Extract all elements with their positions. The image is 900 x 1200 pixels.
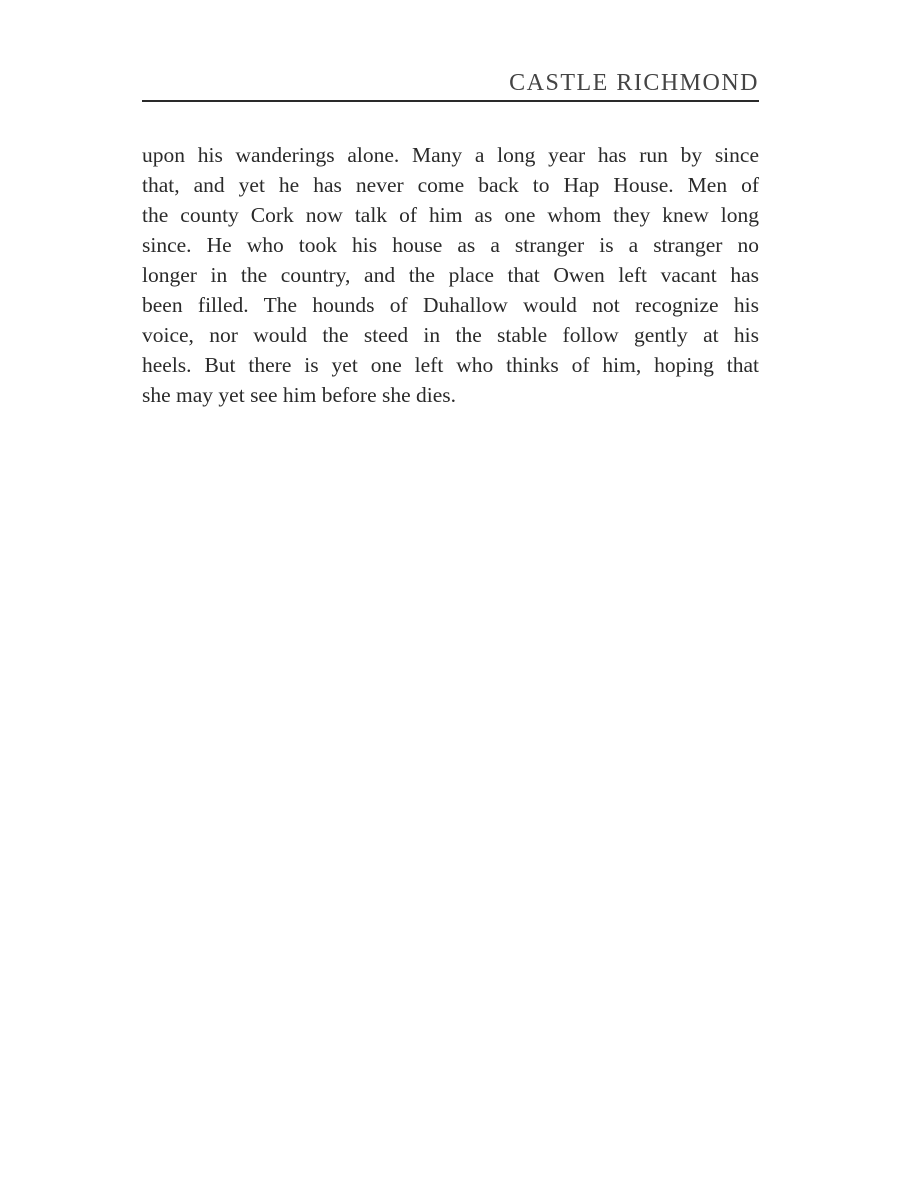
running-head-title: CASTLE RICHMOND	[509, 70, 759, 96]
text-line: heels. But there is yet one left who thinks of him, hoping that	[142, 353, 759, 377]
text-line: been filled. The hounds of Duhallow would not recognize his	[142, 293, 759, 317]
body-paragraph	[142, 140, 759, 410]
text-line: since. He who took his house as a stranger is a stranger no	[142, 233, 759, 257]
text-line: upon his wanderings alone. Many a long year has run by since	[142, 143, 759, 167]
text-line: voice, nor would the steed in the stable follow gently at his	[142, 323, 759, 347]
text-line: that, and yet he has never come back to Hap House. Men of	[142, 173, 759, 197]
book-page	[142, 0, 759, 1200]
header-rule	[142, 100, 759, 102]
text-line: the county Cork now talk of him as one whom they knew long	[142, 203, 759, 227]
text-line: she may yet see him before she dies.	[142, 383, 457, 407]
text-line: longer in the country, and the place that Owen left vacant has	[142, 263, 759, 287]
